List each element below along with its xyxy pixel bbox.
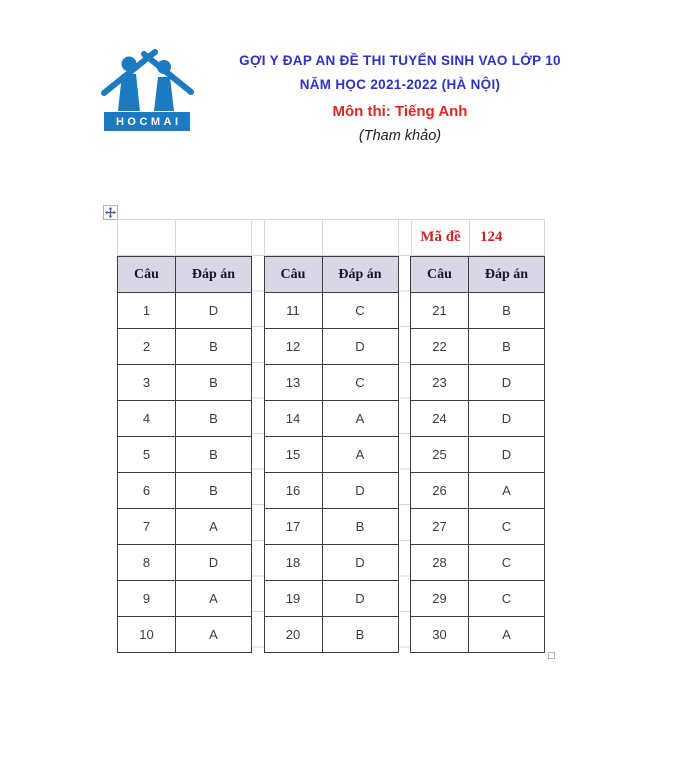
question-number-cell: 9 bbox=[118, 581, 176, 617]
table-gap-gridlines bbox=[252, 256, 264, 653]
title-line-1: GỢI Y ĐAP AN ĐỀ THI TUYỂN SINH VAO LỚP 10 bbox=[239, 53, 561, 68]
answer-cell: B bbox=[322, 509, 398, 545]
answer-cell: C bbox=[322, 365, 398, 401]
answer-row bbox=[411, 617, 545, 653]
answer-cell: B bbox=[469, 329, 545, 365]
answer-cell: B bbox=[176, 473, 252, 509]
answer-row bbox=[264, 329, 398, 365]
question-number-cell: 23 bbox=[411, 365, 469, 401]
answer-cell: D bbox=[176, 293, 252, 329]
answer-cell: A bbox=[176, 581, 252, 617]
answer-cell: D bbox=[322, 545, 398, 581]
answer-row bbox=[264, 401, 398, 437]
answer-row bbox=[118, 293, 252, 329]
answer-cell: B bbox=[176, 329, 252, 365]
question-column-header: Câu bbox=[264, 257, 322, 293]
answer-cell: A bbox=[176, 617, 252, 653]
answer-column-header: Đáp án bbox=[469, 257, 545, 293]
question-number-cell: 11 bbox=[264, 293, 322, 329]
answer-cell: D bbox=[322, 329, 398, 365]
answer-row bbox=[411, 509, 545, 545]
question-number-cell: 6 bbox=[118, 473, 176, 509]
answer-row bbox=[118, 437, 252, 473]
answer-cell: A bbox=[469, 473, 545, 509]
subject-line: Môn thi: Tiếng Anh bbox=[332, 103, 468, 120]
answer-row bbox=[118, 401, 252, 437]
answer-row bbox=[411, 401, 545, 437]
answer-row bbox=[264, 437, 398, 473]
answer-cell: D bbox=[469, 365, 545, 401]
answer-cell: A bbox=[469, 617, 545, 653]
answer-row bbox=[411, 365, 545, 401]
question-number-cell: 1 bbox=[118, 293, 176, 329]
answer-row bbox=[118, 473, 252, 509]
question-number-cell: 12 bbox=[264, 329, 322, 365]
answer-tables-row bbox=[117, 256, 545, 653]
table-gridline-row bbox=[117, 219, 545, 256]
answer-cell: D bbox=[469, 437, 545, 473]
answer-cell: A bbox=[176, 509, 252, 545]
empty-grid-cell bbox=[398, 220, 411, 256]
question-number-cell: 25 bbox=[411, 437, 469, 473]
empty-grid-cell bbox=[251, 220, 264, 256]
answer-cell: A bbox=[322, 437, 398, 473]
question-number-cell: 14 bbox=[264, 401, 322, 437]
answer-row bbox=[264, 473, 398, 509]
question-number-cell: 5 bbox=[118, 437, 176, 473]
answer-cell: B bbox=[176, 401, 252, 437]
answer-cell: C bbox=[469, 545, 545, 581]
table-resize-handle[interactable] bbox=[548, 652, 555, 659]
table-gap-gridlines bbox=[399, 256, 411, 653]
answer-row bbox=[118, 509, 252, 545]
answer-cell: B bbox=[469, 293, 545, 329]
hocmai-wordmark: HOCMAI bbox=[104, 112, 190, 131]
question-number-cell: 10 bbox=[118, 617, 176, 653]
answer-column-header: Đáp án bbox=[176, 257, 252, 293]
answer-row bbox=[411, 293, 545, 329]
question-number-cell: 20 bbox=[264, 617, 322, 653]
question-number-cell: 8 bbox=[118, 545, 176, 581]
answer-table-header-row bbox=[264, 257, 398, 293]
answer-row bbox=[118, 329, 252, 365]
answer-cell: D bbox=[176, 545, 252, 581]
question-number-cell: 22 bbox=[411, 329, 469, 365]
question-number-cell: 21 bbox=[411, 293, 469, 329]
title-line-2: NĂM HỌC 2021-2022 (HÀ NỘI) bbox=[299, 77, 501, 92]
answer-cell: C bbox=[469, 509, 545, 545]
answer-cell: B bbox=[176, 437, 252, 473]
answer-row bbox=[118, 581, 252, 617]
answer-table-1 bbox=[117, 256, 252, 653]
question-number-cell: 28 bbox=[411, 545, 469, 581]
question-number-cell: 26 bbox=[411, 473, 469, 509]
answer-column-header: Đáp án bbox=[322, 257, 398, 293]
question-number-cell: 18 bbox=[264, 545, 322, 581]
answer-row bbox=[411, 545, 545, 581]
answer-row bbox=[264, 617, 398, 653]
empty-grid-cell bbox=[175, 220, 251, 256]
answer-cell: B bbox=[322, 617, 398, 653]
answer-key-table bbox=[117, 219, 545, 653]
answer-table-2 bbox=[264, 256, 399, 653]
answer-cell: D bbox=[322, 473, 398, 509]
question-number-cell: 13 bbox=[264, 365, 322, 401]
question-number-cell: 24 bbox=[411, 401, 469, 437]
answer-row bbox=[118, 365, 252, 401]
question-number-cell: 3 bbox=[118, 365, 176, 401]
answer-row bbox=[411, 581, 545, 617]
answer-row bbox=[411, 329, 545, 365]
answer-table-header-row bbox=[411, 257, 545, 293]
exam-code-value: 124 bbox=[469, 220, 545, 256]
exam-code-label: Mã đề bbox=[411, 220, 469, 256]
empty-grid-cell bbox=[117, 220, 175, 256]
question-number-cell: 17 bbox=[264, 509, 322, 545]
answer-row bbox=[264, 293, 398, 329]
question-number-cell: 4 bbox=[118, 401, 176, 437]
answer-cell: D bbox=[322, 581, 398, 617]
question-number-cell: 30 bbox=[411, 617, 469, 653]
document-header bbox=[130, 53, 670, 144]
question-number-cell: 16 bbox=[264, 473, 322, 509]
answer-row bbox=[264, 581, 398, 617]
empty-grid-cell bbox=[322, 220, 398, 256]
question-number-cell: 2 bbox=[118, 329, 176, 365]
answer-cell: C bbox=[469, 581, 545, 617]
question-number-cell: 15 bbox=[264, 437, 322, 473]
answer-row bbox=[118, 617, 252, 653]
answer-table-3 bbox=[410, 256, 545, 653]
answer-row bbox=[264, 365, 398, 401]
answer-row bbox=[264, 545, 398, 581]
move-icon bbox=[105, 207, 116, 218]
answer-row bbox=[411, 437, 545, 473]
question-number-cell: 29 bbox=[411, 581, 469, 617]
answer-cell: A bbox=[322, 401, 398, 437]
answer-row bbox=[118, 545, 252, 581]
question-number-cell: 19 bbox=[264, 581, 322, 617]
question-column-header: Câu bbox=[118, 257, 176, 293]
answer-cell: B bbox=[176, 365, 252, 401]
empty-grid-cell bbox=[264, 220, 322, 256]
question-number-cell: 27 bbox=[411, 509, 469, 545]
answer-table-header-row bbox=[118, 257, 252, 293]
question-number-cell: 7 bbox=[118, 509, 176, 545]
reference-note: (Tham khảo) bbox=[358, 128, 442, 144]
question-column-header: Câu bbox=[411, 257, 469, 293]
answer-row bbox=[264, 509, 398, 545]
answer-row bbox=[411, 473, 545, 509]
table-move-handle[interactable] bbox=[103, 205, 118, 220]
answer-cell: C bbox=[322, 293, 398, 329]
answer-cell: D bbox=[469, 401, 545, 437]
